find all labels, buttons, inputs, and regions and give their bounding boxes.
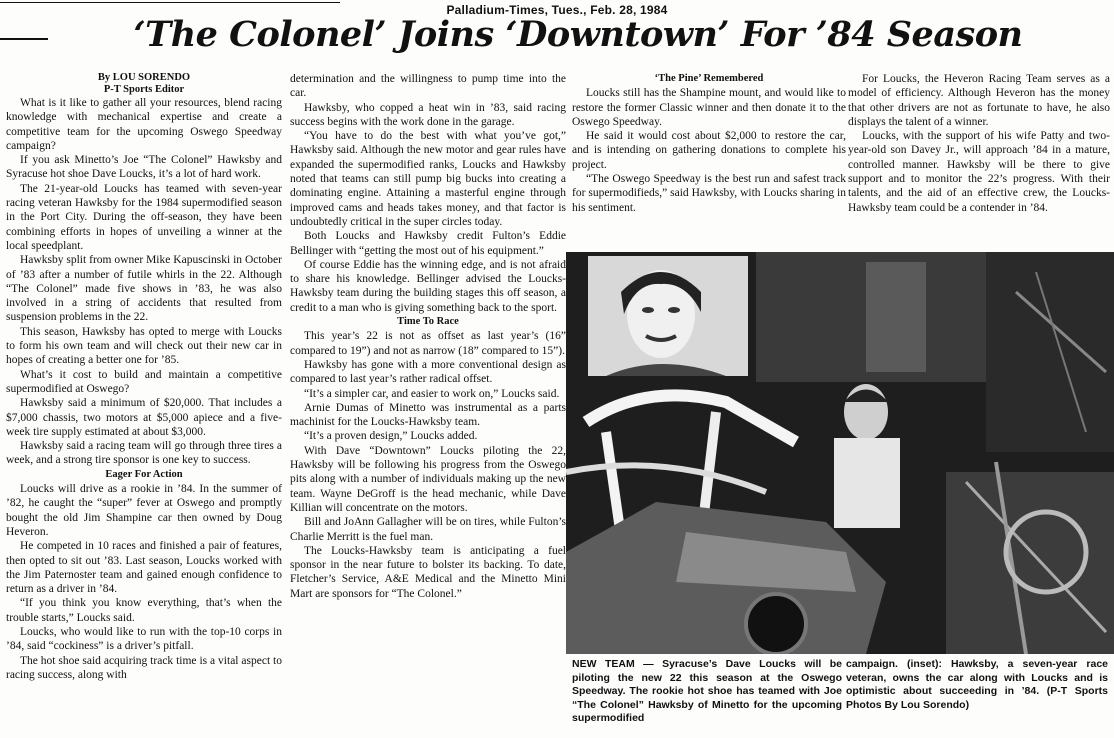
paragraph: determination and the willingness to pump time into the car. [290,73,566,100]
paragraph: The Loucks-Hawksby team is anticipating a fuel sponsor in the near future to bolster its backing. To date, Fletcher’s Service, A&E Medical and the Minetto Mini Mart are sponsors for “The Colonel.” [290,544,566,600]
paragraph: This season, Hawksby has opted to merge with Loucks to form his own team and will check out their new car in hopes of creating a better one for ’85. [6,325,282,367]
subhead-time-to-race: Time To Race [397,316,459,328]
paragraph: “The Oswego Speedway is the best run and safest track for supermodifieds,” said Hawksby, with Loucks sharing in his sentiment. [572,173,846,214]
paragraph: Hawksby said a minimum of $20,000. That includes a $7,000 chassis, two motors at $5,000 apiece and a five-week tire supply estimated at about $3,000. [6,397,282,438]
paragraph: He said it would cost about $2,000 to restore the car, and is intending on gathering donations to complete his project. [572,130,846,171]
paragraph: “It’s a simpler car, and easier to work on,” Loucks said. [304,387,560,400]
paragraph: The hot shoe said acquiring track time is a vital aspect to racing success, along with [6,654,282,681]
article-column-3 [572,72,846,215]
article-column-1 [6,72,282,682]
paragraph: What is it like to gather all your resources, blend racing knowledge with mechanical expertise and create a competitive team for the upcoming Oswego Speedway campaign? [6,97,282,152]
paragraph: Of course Eddie has the winning edge, and is not afraid to share his knowledge. Bellinger advised the Loucks-Hawksby team during the building stages this off season, a credit to a man who is giving something back to the sport. [290,258,566,314]
paragraph: With Dave “Downtown” Loucks piloting the 22, Hawksby will be following his progress from the Oswego pits along with a number of individuals making up the new team. Wayne DeGroff is the head mechanic, while Dave Killian will concentrate on the motors. [290,444,566,514]
headline-rule [0,38,48,40]
paragraph: Loucks will drive as a rookie in ’84. In the summer of ’82, he caught the “super” fever at Oswego and promptly bought the old Jim Shampine car then owned by Doug Heveron. [6,483,282,538]
subhead-the-pine-remembered: ‘The Pine’ Remembered [654,73,764,84]
dateline: Palladium-Times, Tues., Feb. 28, 1984 [446,3,668,17]
paragraph: What’s it cost to build and maintain a competitive supermodified at Oswego? [6,368,282,395]
paragraph: Loucks still has the Shampine mount, and would like to restore the former Classic winner and then donate it to the Oswego Speedway. [572,87,846,128]
paragraph: “It’s a proven design,” Loucks added. [304,430,478,443]
paragraph: The 21-year-old Loucks has teamed with seven-year racing veteran Hawksby for the 1984 supermodified season in the Port City. During the off-season, they have been combining efforts in hopes of unveiling a winner at the local speedplant. [6,182,282,252]
subhead-eager-for-action: Eager For Action [105,468,183,480]
race-car-photo [566,252,1114,654]
paragraph: Hawksby split from owner Mike Kapuscinski in October of ’83 after a number of futile whirls in the 22. Although “The Colonel” made five shows in ’83, he was also involved in a string of accidents that resulted from suspension problems in the 22. [6,254,282,324]
paragraph: “You have to do the best with what you’ve got,” Hawksby said. Although the new motor and gear rules have expanded the supermodified ranks, Loucks and Hawksby noted that teams can still pump big bucks into creating a dominating engine. Attaining a masterful engine through improved cams and heads takes money, and that factor is undoubtedly critical in the super circles today. [290,130,566,228]
race-car-photo-drawing [566,252,1114,654]
paragraph: Hawksby, who copped a heat win in ’83, said racing success begins with the work done in the garage. [290,101,566,128]
headline: ‘The Colonel’ Joins ‘Downtown’ For ’84 Season [133,14,1023,55]
paragraph: Arnie Dumas of Minetto was instrumental as a parts machinist for the Loucks-Hawksby team. [290,401,566,429]
paragraph: Hawksby said a racing team will go through three tires a week, and a strong tire sponsor is one key to success. [6,440,282,467]
paragraph: If you ask Minetto’s Joe “The Colonel” Hawksby and Syracuse hot shoe Dave Loucks, it’s a lot of hard work. [6,154,282,181]
paragraph: Hawksby has gone with a more conventional design as compared to last year’s rather radical offset. [290,358,566,386]
paragraph: Both Loucks and Hawksby credit Fulton’s Eddie Bellinger with “getting the most out of his equipment.” [290,230,566,257]
paragraph: He competed in 10 races and finished a pair of features, then opted to sit out ’83. Last season, Loucks worked with the Jim Paternoster team and gained enough confidence to return as a driver in ’84. [6,540,282,596]
paragraph: “If you think you know everything, that’s when the trouble starts,” Loucks said. [6,597,282,624]
paragraph: For Loucks, the Heveron Racing Team serves as a model of efficiency. Although Heveron has the money that other drivers are not as fortunate to have, he also displays the talent of a winner. [848,73,1110,128]
photo-caption-part-1: NEW TEAM — Syracuse’s Dave Loucks will be piloting the new 22 this season at the Oswego Speedway. The rookie hot shoe has teamed with Joe “The Colonel” Hawksby of Minetto for the upcoming supermodified [572,658,842,724]
photo-caption-part-2: campaign. (inset): Hawksby, a seven-year race veteran, owns the car along with Loucks and is optimistic about succeeding in ’84. (P-T Sports Photos By Lou Sorendo) [846,658,1108,711]
paragraph: Loucks, with the support of his wife Patty and two-year-old son Davey Jr., will approach ’84 in a mature, controlled manner. Hawksby will be there to give support and to monitor the 22’s progress. With their talents, and the aid of an effective crew, the Loucks-Hawksby team could be a contender in ’84. [848,130,1110,214]
paragraph: This year’s 22 is not as offset as last year’s (16” compared to 19”) and not as narrow (18” compared to 15”). [290,330,566,357]
paragraph: Loucks, who would like to run with the top-10 corps in ’84, said “cockiness” is a driver’s pitfall. [6,625,282,653]
byline-title: P-T Sports Editor [103,84,185,95]
article-column-4 [848,72,1110,215]
byline-author: By LOU SORENDO [97,72,191,83]
paragraph: Bill and JoAnn Gallagher will be on tires, while Fulton’s Charlie Merritt is the fuel man. [290,516,566,543]
article-column-2 [290,72,566,601]
